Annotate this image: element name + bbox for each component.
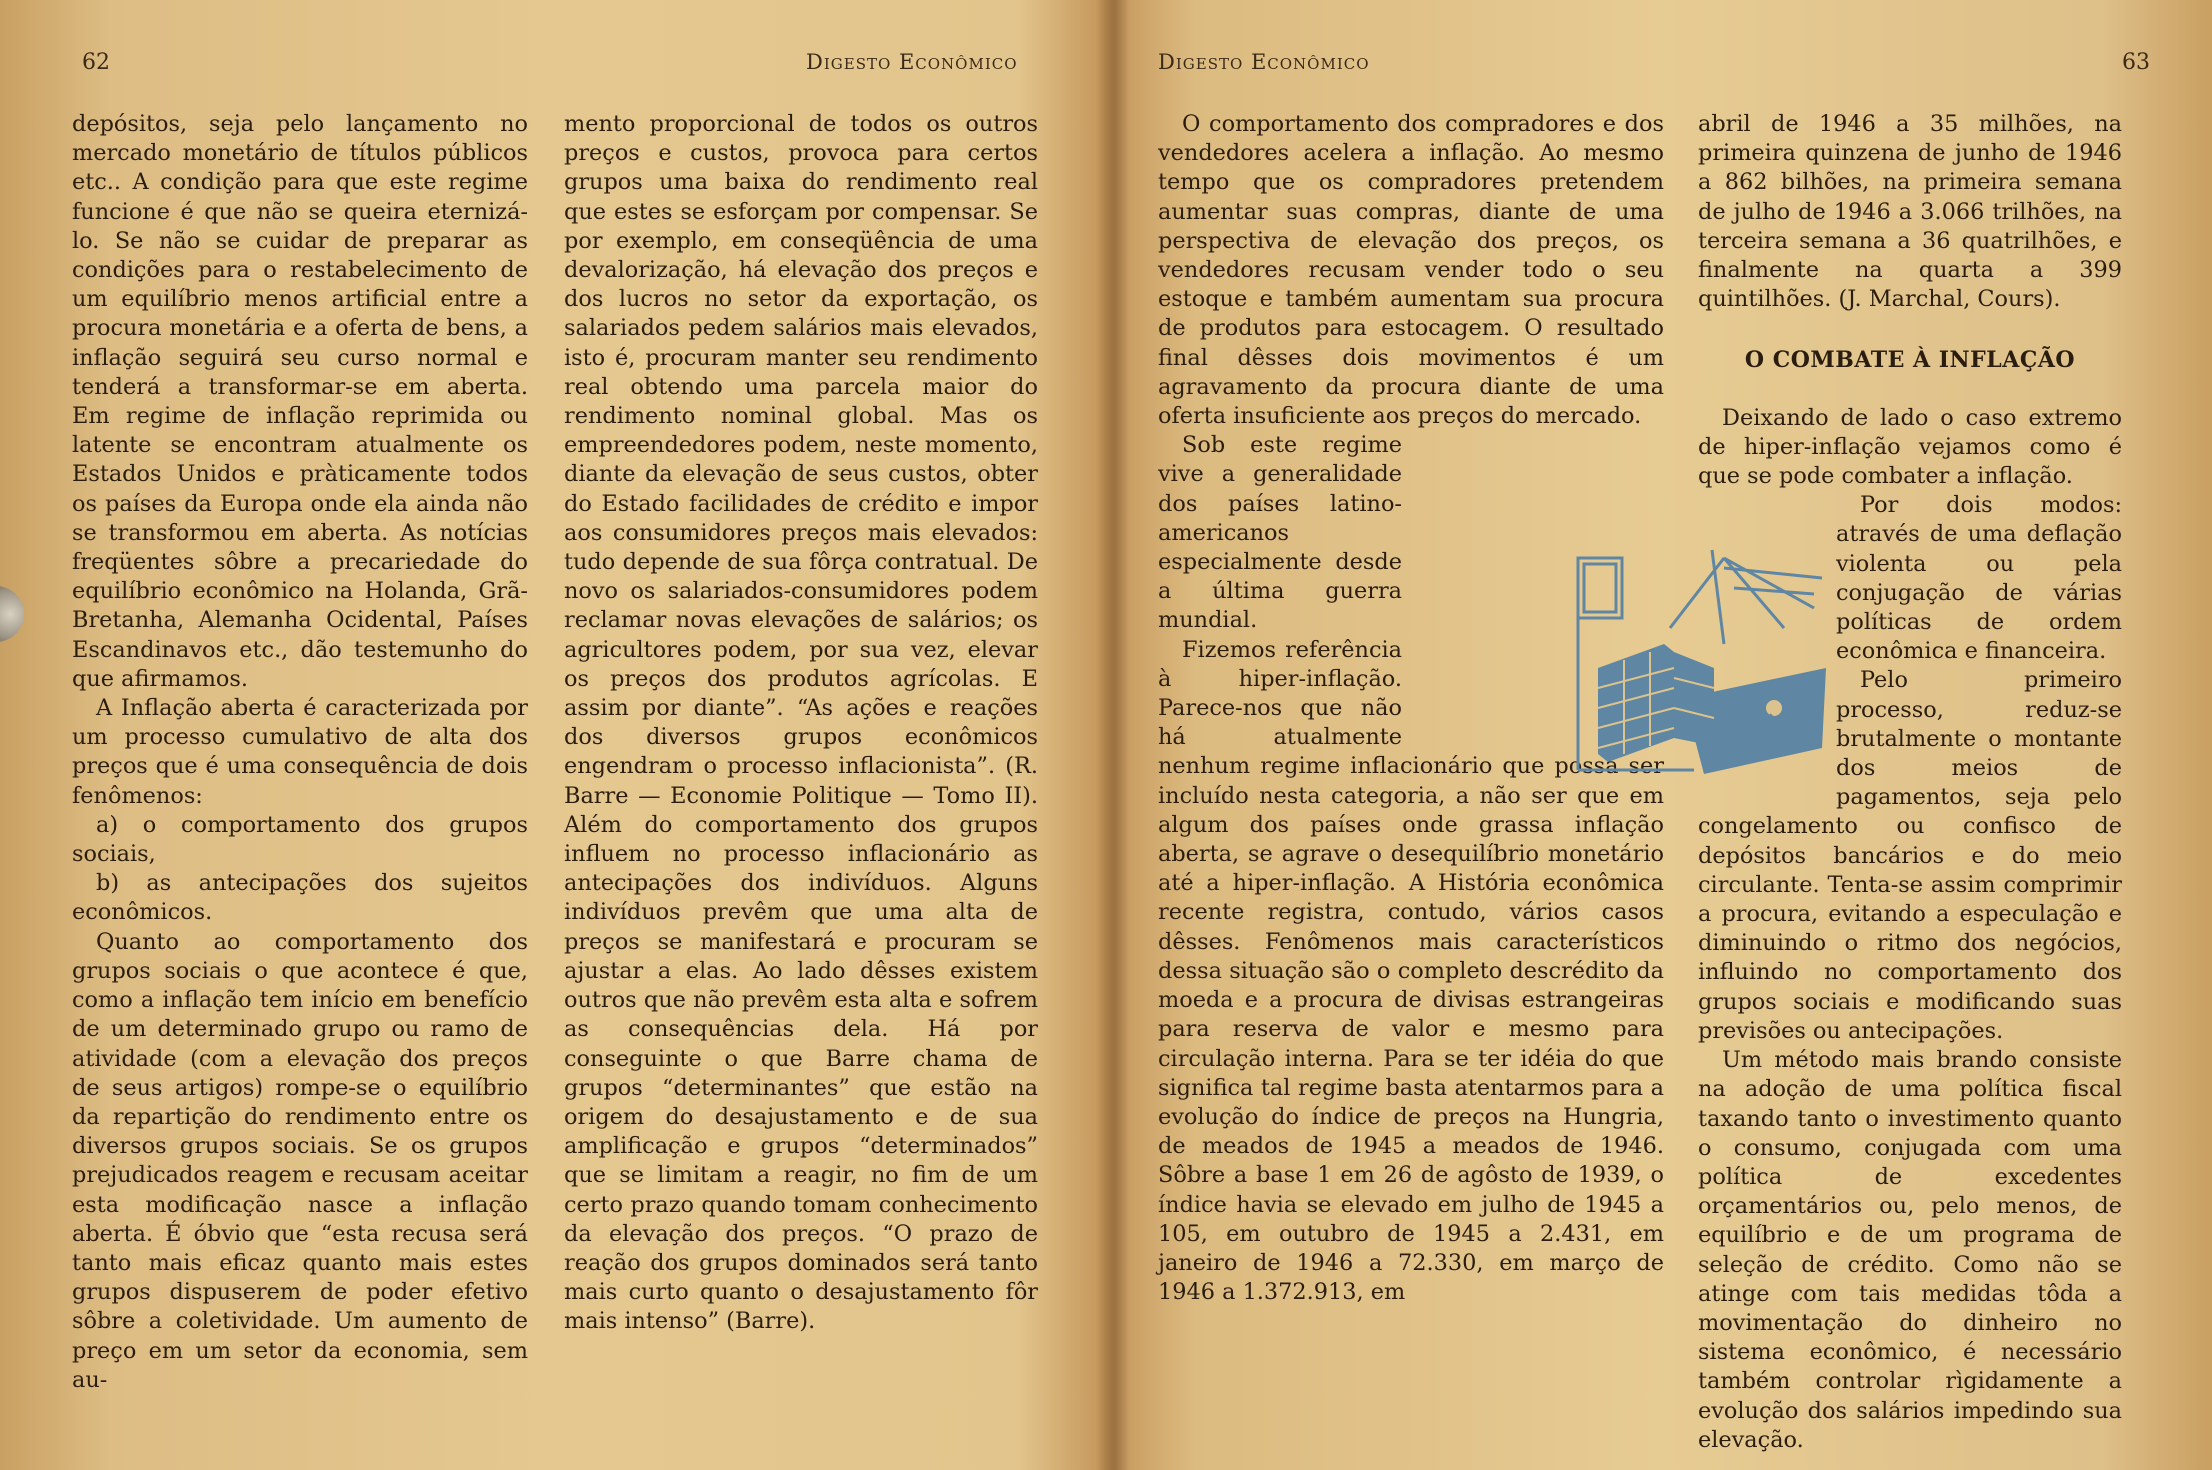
page-number-right: 63 [2122,50,2150,75]
paragraph-p3: a) o comportamento dos grupos sociais, [72,811,528,868]
binding-hole [0,586,24,642]
paragraph-p6: mento proporcional de todos os outros preços e custos, provoca para certos grupos uma baixa do rendimento real que estes se esforçam por compensar. Se por exemplo, em conseqüência de uma devalorização, há elevação dos preços e dos lucros no setor da exportação, os salariados pedem salários mais elevados, isto é, procuram manter seu rendimento real obtendo uma parcela maior do rendimento nominal global. Mas os empreendedores podem, neste momento, diante da elevação de seus custos, obter do Estado facilidades de crédito e impor aos consumidores preços mais elevados: tudo depende de sua fôrça contratual. De novo os salariados-consumidores podem reclamar novas elevações de salários; os agricultores podem, por sua vez, elevar os preços dos produtos agrícolas. E assim por diante”. “As ações e reações dos diversos grupos econômicos engendram o processo inflacionista”. (R. Barre — Economie Politique — Tomo II). Além do comportamento dos grupos influem no processo inflacionário as antecipações dos indivíduos. Alguns indivíduos prevêm que uma alta de preços se manifestará e procuram se ajustar a elas. Ao lado dêsses existem outros que não prevêm esta alta e sofrem as consequências dela. Há por conseguinte o que Barre chama de grupos “determinantes” que estão na origem do desajustamento e de sua amplificação e grupos “determinados” que se limitam a reagir, no fim de um certo prazo quando tomam conhecimento da elevação dos preços. “O prazo de reação dos grupos dominados será tanto mais curto quanto o desajustamento fôr mais intenso” (Barre). [564,111,1038,1335]
paragraph-r3: Fizemos referência à hiper-inflação. Parece-nos que não há atualmente nenhum regime inflacionário que possa ser incluído nesta categoria, a não ser que em algum dos países onde grassa inflação aberta, se agrave o desequilíbrio monetário até a hiper-inflação. A História econômica recente registra, contudo, vários casos dêsses. Fenômenos mais característicos dessa situação são o completo descrédito da moeda e a procura de divisas estrangeiras para reserva de valor e mesmo para circulação interna. Para se ter idéia do que significa tal regime basta atentarmos para a evolução do índice de preços na Hungria, de meados de 1945 a meados de 1946. Sôbre a base 1 em 26 de agôsto de 1939, o índice havia se elevado em julho de 1945 a 105, em outubro de 1945 a 2.431, em janeiro de 1946 a 72.330, em março de 1946 a 1.372.913, em [1158,636,1664,1306]
left-column-1 [72,110,528,1395]
paragraph-p1: depósitos, seja pelo lançamento no mercado monetário de títulos públicos etc.. A condição para que este regime funcione é que não se queira eternizá-lo. Se não se cuidar de preparar as condições para o restabelecimento de um equilíbrio menos artificial entre a procura monetária e a oferta de bens, a inflação seguirá seu curso normal e tenderá a transformar-se em aberta. Em regime de inflação reprimida ou latente se encontram atualmente os Estados Unidos e pràticamente todos os países da Europa onde ela ainda não se transformou em aberta. As notícias freqüentes sôbre a precariedade do equilíbrio econômico na Holanda, Grã-Bretanha, Alemanha Ocidental, Países Escandinavos etc., dão testemunho do que afirmamos. [72,111,528,692]
paragraph-p2: A Inflação aberta é caracterizada por um processo cumulativo de alta dos preços que é uma consequência de dois fenômenos: [72,695,528,809]
left-column-2 [564,110,1038,1337]
paragraph-r2: Sob este regime vive a generalidade dos países latino-americanos especialmente desde a última guerra mundial. [1158,432,1402,634]
running-head-right: Digesto Econômico [1158,50,1370,74]
paragraph-r6: Por dois modos: através de uma deflação violenta ou pela conjugação de várias políticas de ordem econômica e financeira. [1836,492,2122,665]
section-heading: O COMBATE À INFLAÇÃO [1744,347,2076,374]
paragraph-r4: abril de 1946 a 35 milhões, na primeira quinzena de junho de 1946 a 862 bilhões, na primeira semana de julho de 1946 a 3.066 trilhões, na terceira semana a 36 quatrilhões, e finalmente na quarta a 399 quintilhões. (J. Marchal, Cours). [1698,111,2122,313]
paragraph-r1: O comportamento dos compradores e dos vendedores acelera a inflação. Ao mesmo tempo que os compradores pretendem aumentar suas compras, diante de uma perspectiva de elevação dos preços, os vendedores recusam vender todo o seu estoque e também aumentam sua procura de produtos para estocagem. O resultado final dêsses dois movimentos é um agravamento da procura diante de uma oferta insuficiente aos preços do mercado. [1158,111,1664,430]
paragraph-r7: Pelo primeiro processo, reduz-se brutalmente o montante dos meios de pagamentos, seja pelo congelamento ou confisco de depósitos bancários e do meio circulante. Tenta-se assim comprimir a procura, evitando a especulação e diminuindo o ritmo dos negócios, influindo no comportamento dos grupos sociais e modificando suas previsões ou antecipações. [1698,667,2122,1044]
running-head-left: Digesto Econômico [806,50,1018,74]
paragraph-r5: Deixando de lado o caso extremo de hiper-inflação vejamos como é que se pode combater a inflação. [1698,404,2122,490]
paragraph-r8: Um método mais brando consiste na adoção de uma política fiscal taxando tanto o investimento quanto o consumo, conjugada com uma política de excedentes orçamentários ou, pelo menos, de equilíbrio e de um programa de seleção de crédito. Como não se atinge com tais medidas tôda a movimentação do dinheiro no sistema econômico, é necessário também controlar rìgidamente a evolução dos salários impedindo sua elevação. [1698,1047,2122,1453]
cargo-ship-port-illustration [1574,548,1826,776]
paragraph-p5: Quanto ao comportamento dos grupos sociais o que acontece é que, como a inflação tem início em benefício de um determinado grupo ou ramo de atividade (com a elevação dos preços de seus artigos) rompe-se o equilíbrio da repartição do rendimento entre os diversos grupos sociais. Se os grupos prejudicados reagem e recusam aceitar esta modificação nasce a inflação aberta. É óbvio que “esta recusa será tanto mais eficaz quanto mais estes grupos dispuserem de poder efetivo sôbre a coletividade. Um aumento de preço em um setor da economia, sem au- [72,928,528,1393]
paragraph-p4: b) as antecipações dos sujeitos econômicos. [72,870,528,926]
right-column-2 [1698,110,2122,1455]
page-number-left: 62 [82,50,110,75]
